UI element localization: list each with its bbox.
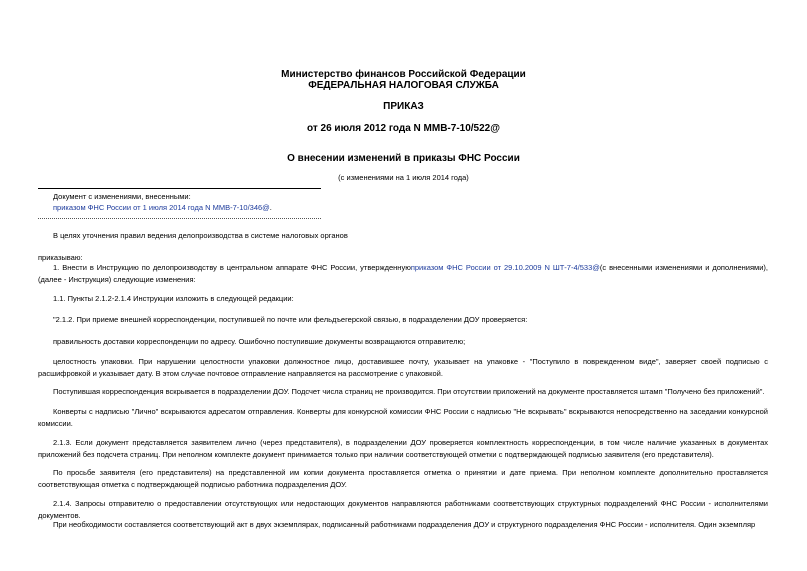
instruction-link[interactable]: приказом ФНС России от 29.10.2009 N ШТ-7-4/533@ [410, 263, 600, 272]
service-title: ФЕДЕРАЛЬНАЯ НАЛОГОВАЯ СЛУЖБА [308, 80, 499, 91]
paragraph-2-1-3: 2.1.3. Если документ представляется заявителем лично (через представителя), в подразделении ДОУ проверяется комплектность корреспонденции, в том числе наличие указанных в документах приложений без подсчета страниц. При неполном комплекте документ принимается только при наличии соответствующей отметки с подтверждающей подписью заявителя (его представителя). [38, 438, 768, 459]
doc-type: ПРИКАЗ [383, 101, 424, 112]
paragraph-item-1-1: 1.1. Пункты 2.1.2-2.1.4 Инструкции изложить в следующей редакции: [53, 294, 294, 303]
amendment-link[interactable]: приказом ФНС России от 1 июля 2014 года N ММВ-7-10/346@ [53, 203, 270, 212]
amendments-bottom-rule [38, 218, 321, 219]
paragraph-delivery: правильность доставки корреспонденции по адресу. Ошибочно поступившие документы возвращаются отправителю; [53, 337, 466, 346]
revision-note: (с изменениями на 1 июля 2014 года) [338, 173, 469, 182]
paragraph-intro: В целях уточнения правил ведения делопроизводства в системе налоговых органов [53, 231, 348, 240]
amendments-label: Документ с изменениями, внесенными: [53, 192, 191, 201]
paragraph-copy-mark: По просьбе заявителя (его представителя) на представленной им копии документа проставляется отметка о принятии и дате приема. При неполном комплекте дополнительно проставляется соответствующая отметка с подтверждающей подписью работника подразделения ДОУ. [38, 468, 768, 489]
doc-subject: О внесении изменений в приказы ФНС России [287, 153, 520, 164]
item-1-text-start: 1. Внести в Инструкцию по делопроизводству в центральном аппарате ФНС России, утвержденную [53, 263, 411, 272]
paragraph-2-1-4: 2.1.4. Запросы отправителю о предоставлении отсутствующих или недостающих документов направляются работниками соответствующих структурных подразделений ФНС России - исполнителями документов. [38, 499, 768, 520]
paragraph-opening: Поступившая корреспонденция вскрывается в подразделении ДОУ. Подсчет числа страниц не производится. При отсутствии приложений на документе проставляется штамп "Получено без приложений". [53, 387, 765, 396]
doc-date: от 26 июля 2012 года N ММВ-7-10/522@ [306, 123, 500, 134]
paragraph-2-1-2: "2.1.2. При приеме внешней корреспонденции, поступившей по почте или фельдъегерской связью, в подразделении ДОУ проверяется: [53, 315, 528, 324]
item-1-text-end: (с внесенными изменениями и дополнениями), (далее - Инструкция) следующие изменения: [38, 263, 768, 284]
paragraph-order: приказываю: [38, 253, 83, 262]
amendment-suffix: . [269, 203, 272, 212]
amendments-line [53, 203, 272, 213]
ministry-title: Министерство финансов Российской Федерации [281, 69, 526, 80]
paragraph-packaging: целостность упаковки. При нарушении целостности упаковки должностное лицо, доставившее почту, указывает на упаковке - "Поступило в поврежденном виде", заверяет своей подписью с расшифровкой и указывает дату. В этом случае почтовое отправление направляется на рассмотрение с упаковкой. [38, 357, 768, 378]
amendments-top-rule [38, 188, 321, 189]
paragraph-envelopes: Конверты с надписью "Лично" вскрываются адресатом отправления. Конверты для конкурсной комиссии ФНС России с надписью "Не вскрывать" вскрываются непосредственно на заседании конкурсной комиссии. [38, 407, 768, 428]
paragraph-act: При необходимости составляется соответствующий акт в двух экземплярах, подписанный работниками подразделения ДОУ и структурного подразделения ФНС России - исполнителя. Один экземпляр [53, 520, 756, 529]
paragraph-item-1 [38, 262, 768, 285]
